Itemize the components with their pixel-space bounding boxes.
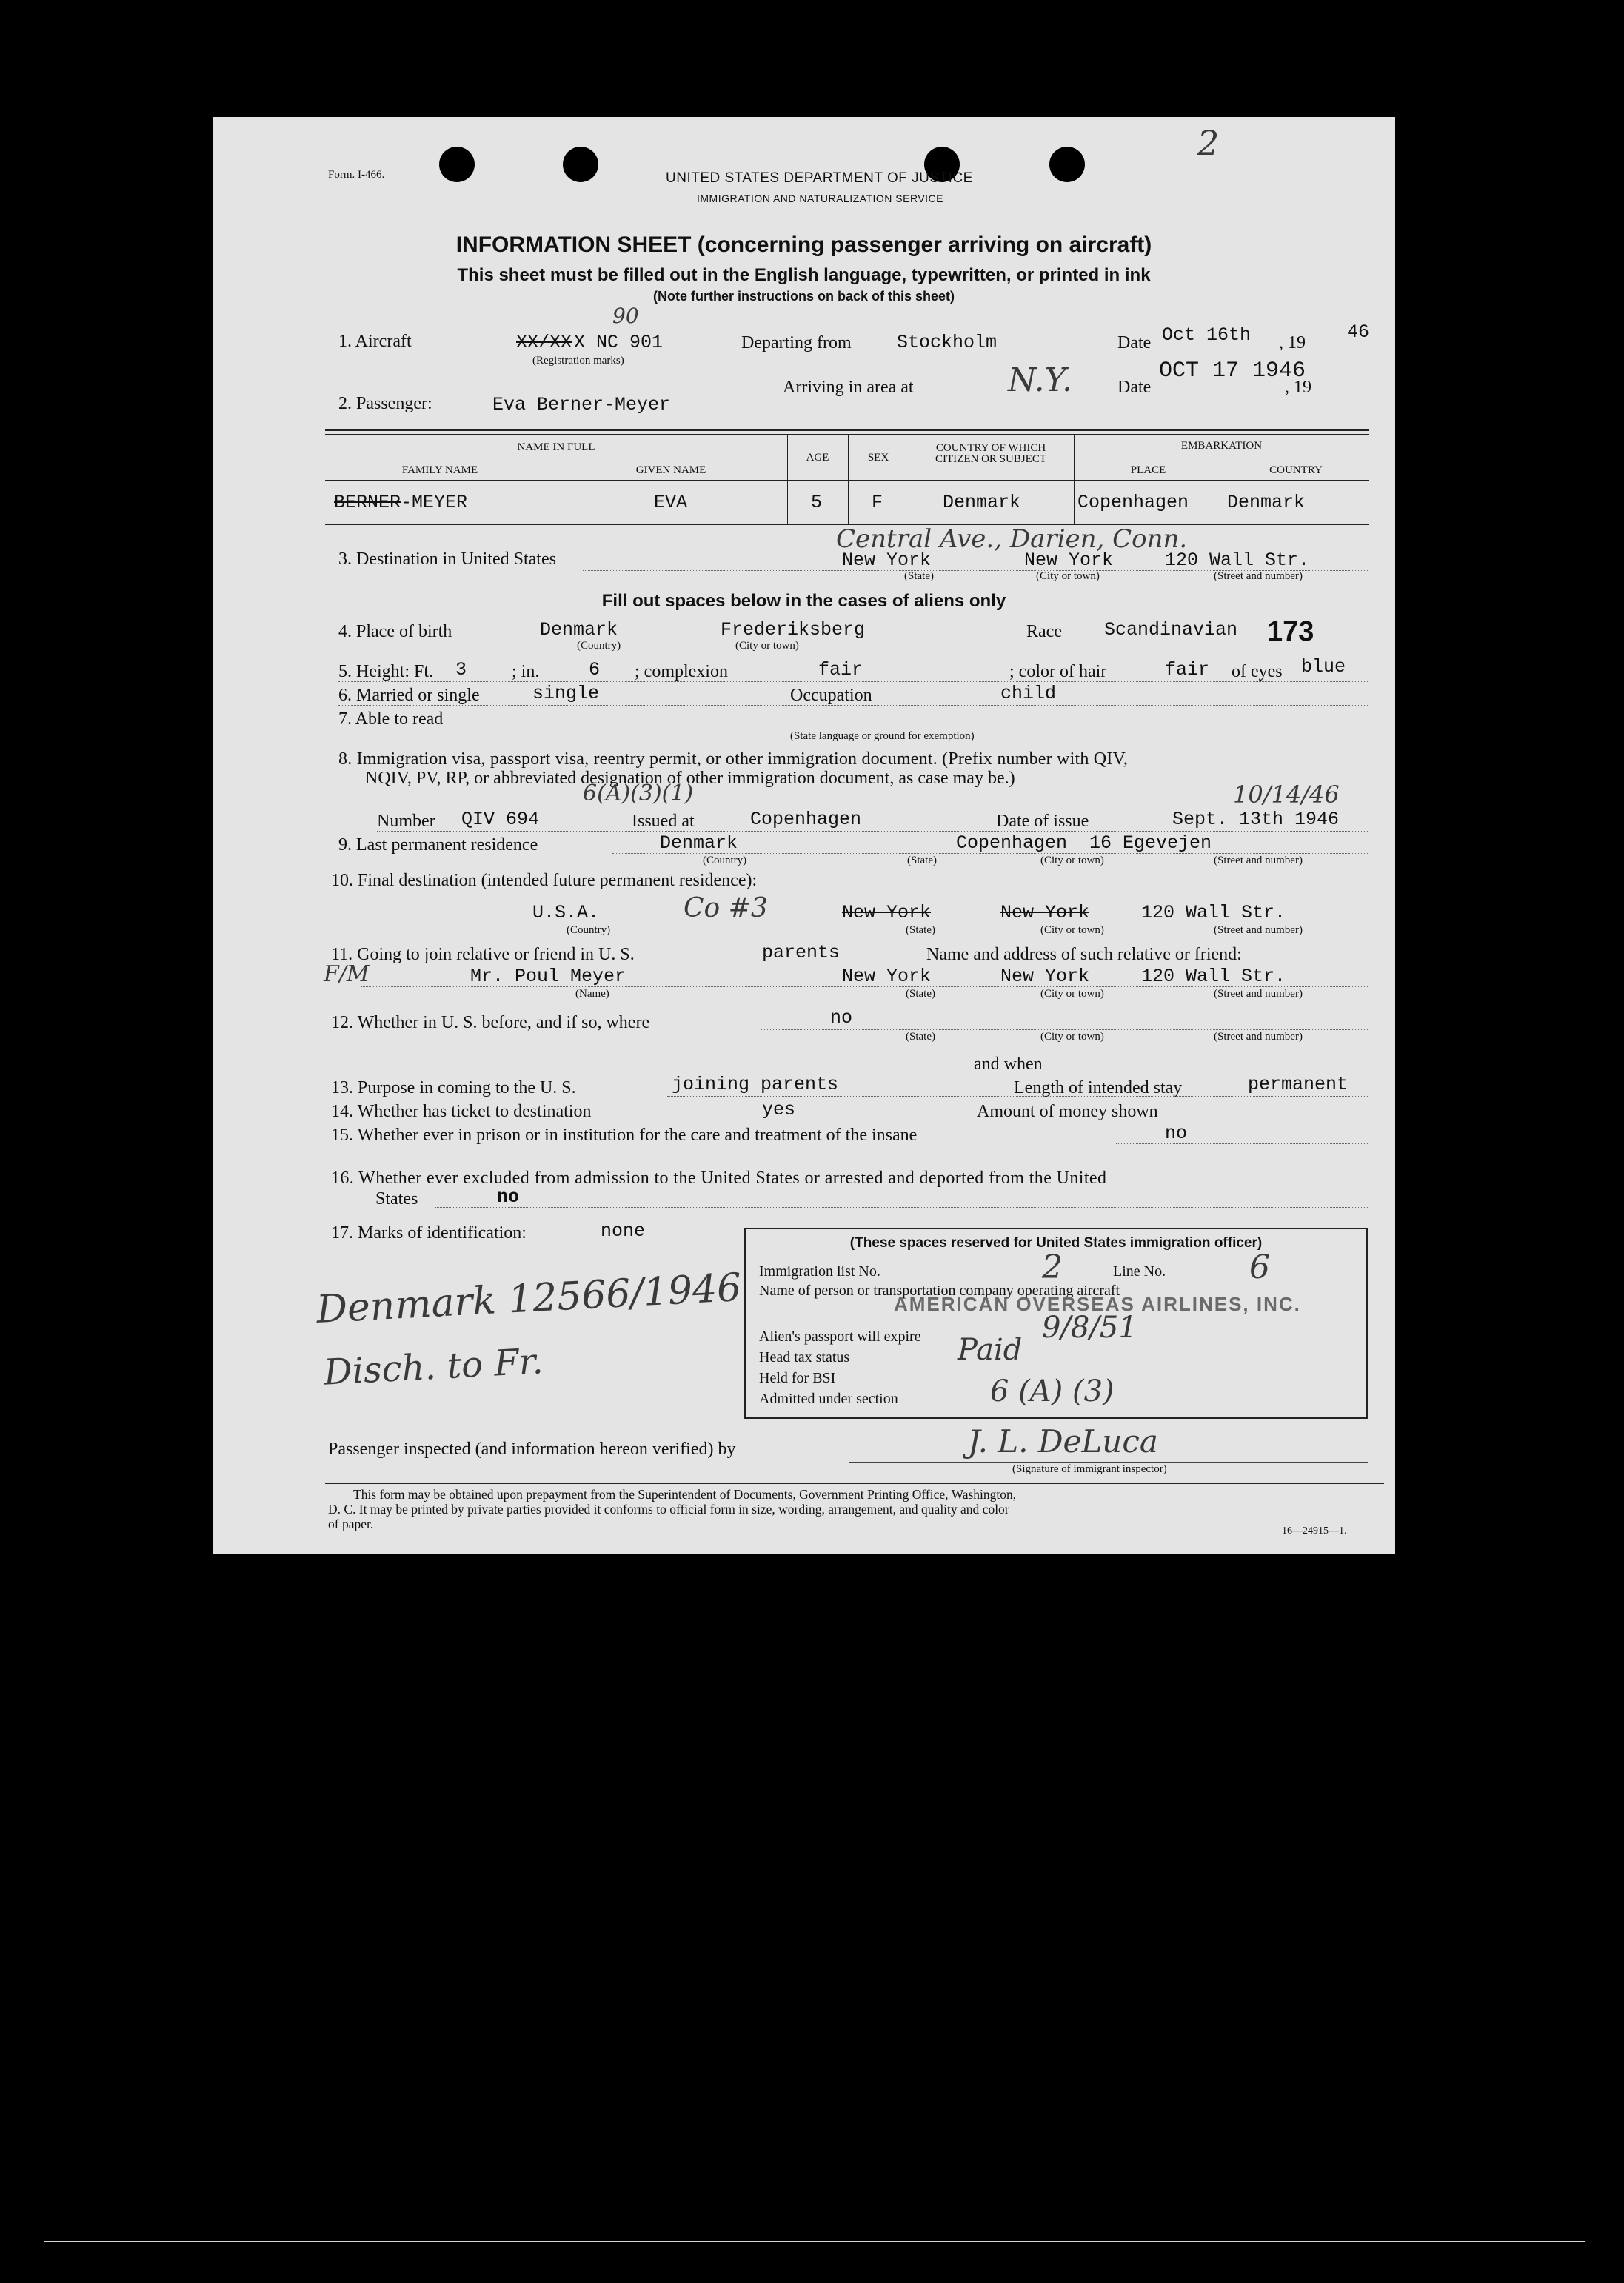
prison-label: 15. Whether ever in prison or in institution for the care and treatment of the insane — [331, 1126, 918, 1145]
signature-sublabel: (Signature of immigrant inspector) — [1012, 1463, 1167, 1475]
inspector-signature: J. L. DeLuca — [968, 1423, 1158, 1460]
visa-hand-section: 6(A)(3)(1) — [583, 781, 694, 806]
visa-number: QIV 694 — [461, 809, 540, 830]
marks-value: none — [601, 1220, 646, 1242]
occupation-label: Occupation — [790, 686, 872, 705]
destination-city: New York — [1024, 549, 1114, 571]
previous-us-value: no — [830, 1007, 853, 1029]
passenger-value: Eva Berner-Meyer — [492, 394, 671, 415]
issue-date-label: Date of issue — [996, 812, 1089, 831]
previous-us-label: 12. Whether in U. S. before, and if so, where — [331, 1013, 650, 1032]
officer-box — [744, 1228, 1368, 1419]
height-label: 5. Height: Ft. — [338, 662, 434, 681]
registration-value: X NC 901 — [574, 332, 664, 353]
birth-country: Denmark — [540, 619, 618, 641]
sublabel-country: (Country) — [567, 924, 611, 936]
excluded-value: no — [497, 1186, 520, 1208]
age-value: 5 — [811, 492, 823, 513]
scan-edge-line — [44, 2241, 1585, 2242]
join-hand: F/M — [324, 961, 370, 987]
arriving-value: N.Y. — [1008, 361, 1073, 399]
aircraft-label: 1. Aircraft — [338, 332, 412, 351]
officer-box-heading: (These spaces reserved for United States immigration officer) — [849, 1235, 1263, 1251]
issued-label: Issued at — [632, 812, 695, 831]
height-in: 6 — [589, 659, 601, 681]
sublabel-state: (State) — [906, 988, 935, 1000]
date-label-1: Date — [1117, 333, 1152, 352]
family-name-value: -MEYER — [401, 492, 468, 513]
residence-street: 16 Egevejen — [1089, 832, 1212, 854]
birthplace-label: 4. Place of birth — [338, 622, 452, 641]
service-name: IMMIGRATION AND NATURALIZATION SERVICE — [697, 193, 943, 204]
embarkation-header: EMBARKATION — [1180, 440, 1263, 452]
final-street: 120 Wall Str. — [1141, 902, 1286, 923]
excluded-text-1: 16. Whether ever excluded from admission to the United States or arrested and deported from the United — [331, 1169, 1107, 1188]
read-sublabel: (State language or ground for exemption) — [790, 730, 975, 742]
list-label: Immigration list No. — [759, 1263, 880, 1280]
sublabel-city: (City or town) — [1040, 988, 1104, 1000]
when-label: and when — [974, 1054, 1043, 1074]
punch-hole — [563, 147, 598, 182]
eyes-label: of eyes — [1232, 662, 1283, 681]
visa-text-1: 8. Immigration visa, passport visa, reentry permit, or other immigration document. (Prefix number with QIV, — [338, 749, 1129, 769]
line-value: 6 — [1249, 1249, 1270, 1286]
name-in-full-header: NAME IN FULL — [517, 441, 595, 453]
sex-header: SEX — [867, 452, 889, 464]
sublabel-state: (State) — [907, 855, 937, 866]
footer-text-2: D. C. It may be printed by private parties provided it conforms to official form in size, wording, arrangement, and quality and color — [328, 1502, 1009, 1517]
purpose-label: 13. Purpose in coming to the U. S. — [331, 1078, 576, 1097]
line-label: Line No. — [1113, 1263, 1166, 1280]
name-address-label: Name and address of such relative or friend: — [926, 945, 1242, 964]
family-name-struck: BERNER — [334, 492, 401, 513]
prison-value: no — [1165, 1123, 1188, 1144]
relative-city: New York — [1000, 966, 1090, 987]
sublabel-city: (City or town) — [735, 640, 799, 652]
visa-text-2: NQIV, PV, RP, or abbreviated designation of other immigration document, as case may be.) — [365, 769, 1015, 788]
number-label: Number — [377, 812, 435, 831]
registration-sublabel: (Registration marks) — [532, 355, 624, 367]
sublabel-city: (City or town) — [1040, 1031, 1104, 1043]
sublabel-name: (Name) — [575, 988, 609, 1000]
verification-label: Passenger inspected (and information hereon verified) by — [328, 1440, 736, 1459]
age-header: AGE — [806, 452, 829, 464]
form-number: Form. I-466. — [328, 169, 385, 181]
footer-text-3: of paper. — [328, 1517, 374, 1531]
occupation-value: child — [1000, 683, 1057, 704]
final-destination-label: 10. Final destination (intended future permanent residence): — [331, 871, 758, 890]
date-stamp: OCT 17 1946 — [1159, 358, 1306, 384]
issued-value: Copenhagen — [750, 809, 862, 830]
sublabel-country: (Country) — [703, 855, 747, 866]
operator-stamp: AMERICAN OVERSEAS AIRLINES, INC. — [894, 1293, 1301, 1315]
operator-label: Name of person or transportation company operating aircraft — [759, 1283, 1120, 1299]
purpose-value: joining parents — [672, 1074, 839, 1095]
passenger-label: 2. Passenger: — [338, 394, 432, 413]
place-header: PLACE — [1130, 464, 1166, 476]
sublabel-street: (Street and number) — [1214, 988, 1303, 1000]
family-name-header: FAMILY NAME — [401, 464, 478, 476]
money-label: Amount of money shown — [977, 1102, 1158, 1121]
hair-label: ; color of hair — [1009, 662, 1107, 681]
information-sheet — [213, 117, 1395, 1554]
sublabel-street: (Street and number) — [1214, 1031, 1303, 1043]
sublabel-country: (Country) — [577, 640, 621, 652]
form-code: 16—24915—1. — [1282, 1525, 1347, 1537]
visa-hand-date: 10/14/46 — [1233, 781, 1340, 809]
marital-value: single — [532, 683, 600, 704]
year-label-2: , 19 — [1285, 378, 1311, 397]
sublabel-state: (State) — [906, 924, 935, 936]
departing-label: Departing from — [741, 333, 852, 352]
punch-hole — [1049, 147, 1085, 182]
list-value: 2 — [1042, 1249, 1063, 1286]
department-name: UNITED STATES DEPARTMENT OF JUSTICE — [666, 170, 973, 186]
destination-label: 3. Destination in United States — [338, 549, 556, 569]
inches-label: ; in. — [512, 662, 540, 681]
destination-street: 120 Wall Str. — [1165, 549, 1310, 571]
sublabel-state: (State) — [904, 570, 934, 582]
destination-state: New York — [842, 549, 932, 571]
given-name-header: GIVEN NAME — [635, 464, 706, 476]
sublabel-street: (Street and number) — [1214, 855, 1303, 866]
residence-city: Copenhagen — [956, 832, 1068, 854]
form-title: INFORMATION SHEET (concerning passenger arriving on aircraft) — [455, 233, 1152, 257]
read-label: 7. Able to read — [338, 709, 444, 729]
bsi-label: Held for BSI — [759, 1370, 836, 1386]
race-code: 173 — [1267, 616, 1314, 647]
destination-handwritten: Central Ave., Darien, Conn. — [836, 524, 1188, 554]
complexion-label: ; complexion — [635, 662, 728, 681]
marks-label: 17. Marks of identification: — [331, 1223, 527, 1243]
sublabel-state: (State) — [906, 1031, 935, 1043]
sublabel-city: (City or town) — [1036, 570, 1100, 582]
residence-label: 9. Last permanent residence — [338, 835, 538, 855]
handwritten-note-2: Disch. to Fr. — [322, 1340, 544, 1394]
headtax-label: Head tax status — [759, 1349, 850, 1366]
race-label: Race — [1026, 622, 1062, 641]
arriving-label: Arriving in area at — [783, 378, 914, 397]
stay-label: Length of intended stay — [1014, 1078, 1183, 1097]
aliens-heading: Fill out spaces below in the cases of aliens only — [601, 591, 1006, 611]
final-country: U.S.A. — [532, 902, 600, 923]
year-label-1: , 19 — [1279, 333, 1306, 352]
given-name-value: EVA — [654, 492, 688, 513]
country-header: COUNTRY — [1269, 464, 1323, 476]
passport-value: 9/8/51 — [1042, 1311, 1137, 1345]
headtax-value: Paid — [958, 1333, 1023, 1367]
join-relative-label: 11. Going to join relative or friend in U. S. — [331, 945, 635, 964]
departing-value: Stockholm — [897, 332, 998, 353]
final-hand: Co #3 — [684, 893, 768, 923]
sublabel-city: (City or town) — [1040, 855, 1104, 866]
join-relation: parents — [762, 942, 841, 963]
footer-text-1: This form may be obtained upon prepayment from the Superintendent of Documents, Government Printing Office, Washington, — [353, 1487, 1017, 1502]
section-label: Admitted under section — [759, 1391, 898, 1407]
final-city: New York — [1000, 902, 1090, 923]
year-value-1: 46 — [1347, 321, 1370, 343]
sublabel-city: (City or town) — [1040, 924, 1104, 936]
excluded-text-2: States — [375, 1189, 418, 1209]
ticket-label: 14. Whether has ticket to destination — [331, 1102, 592, 1121]
complexion-value: fair — [818, 659, 863, 681]
relative-state: New York — [842, 966, 932, 987]
stay-value: permanent — [1248, 1074, 1349, 1095]
embark-place-value: Copenhagen — [1077, 492, 1189, 513]
sex-value: F — [872, 492, 883, 513]
section-value: 6 (A) (3) — [990, 1374, 1115, 1408]
embark-country-value: Denmark — [1227, 492, 1306, 513]
eyes-value: blue — [1301, 656, 1346, 678]
marital-label: 6. Married or single — [338, 686, 480, 705]
registration-struck: XX/XX — [516, 332, 572, 353]
residence-country: Denmark — [660, 832, 738, 854]
handwritten-note-1: Denmark 12566/1946 — [315, 1266, 743, 1332]
relative-street: 120 Wall Str. — [1141, 966, 1286, 987]
registration-handwritten: 90 — [612, 304, 639, 328]
date-label-2: Date — [1117, 378, 1152, 397]
hair-value: fair — [1165, 659, 1210, 681]
ticket-value: yes — [762, 1099, 796, 1120]
form-note: (Note further instructions on back of this sheet) — [652, 289, 955, 304]
date-value-1: Oct 16th — [1162, 324, 1252, 346]
issue-date-value: Sept. 13th 1946 — [1172, 809, 1340, 830]
punch-hole — [439, 147, 475, 182]
relative-name: Mr. Poul Meyer — [470, 966, 626, 987]
passport-label: Alien's passport will expire — [759, 1328, 921, 1345]
sublabel-street: (Street and number) — [1214, 570, 1303, 582]
height-ft: 3 — [455, 659, 467, 681]
race-value: Scandinavian — [1104, 619, 1238, 641]
birth-city: Frederiksberg — [721, 619, 866, 641]
citizen-header: COUNTRY OF WHICH CITIZEN OR SUBJECT — [935, 442, 1046, 465]
citizen-value: Denmark — [943, 492, 1021, 513]
sublabel-street: (Street and number) — [1214, 924, 1303, 936]
corner-mark: 2 — [1197, 123, 1220, 163]
form-subtitle: This sheet must be filled out in the English language, typewritten, or printed in ink — [457, 265, 1151, 285]
final-state: New York — [842, 902, 932, 923]
